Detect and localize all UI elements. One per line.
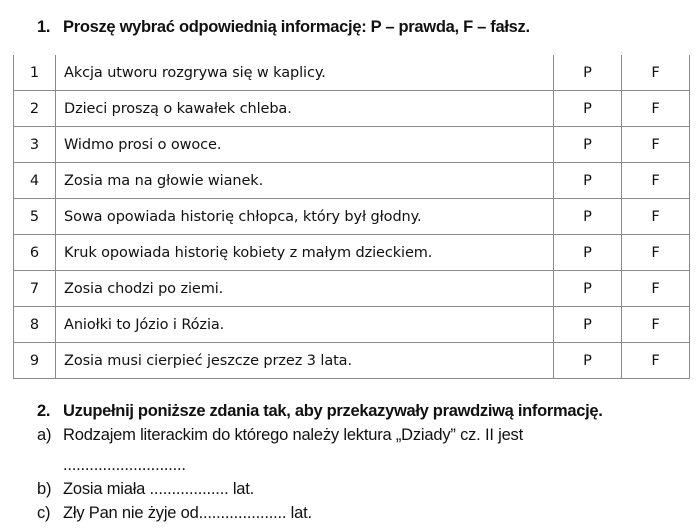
question-2-number: 2. — [37, 402, 51, 420]
table-row — [14, 343, 690, 379]
table-row — [14, 271, 690, 307]
true-option[interactable]: P — [554, 343, 622, 379]
fill-in-item-b — [37, 480, 523, 504]
blank-dots: ............................ — [63, 456, 186, 474]
statement-text: Widmo prosi o owoce. — [56, 127, 554, 163]
table-row — [14, 127, 690, 163]
false-option[interactable]: F — [622, 127, 690, 163]
table-row — [14, 235, 690, 271]
true-false-table — [13, 55, 690, 379]
item-label: c) — [37, 504, 51, 522]
question-2-title: Uzupełnij poniższe zdania tak, aby przekazywały prawdziwą informację. — [63, 402, 603, 420]
question-1-number: 1. — [37, 18, 51, 36]
table-row — [14, 163, 690, 199]
statement-text: Aniołki to Józio i Rózia. — [56, 307, 554, 343]
true-option[interactable]: P — [554, 199, 622, 235]
true-option[interactable]: P — [554, 91, 622, 127]
true-option[interactable]: P — [554, 55, 622, 91]
row-number: 9 — [14, 343, 56, 379]
statement-text: Zosia ma na głowie wianek. — [56, 163, 554, 199]
statement-text: Akcja utworu rozgrywa się w kaplicy. — [56, 55, 554, 91]
false-option[interactable]: F — [622, 271, 690, 307]
true-option[interactable]: P — [554, 127, 622, 163]
table-row — [14, 91, 690, 127]
false-option[interactable]: F — [622, 235, 690, 271]
table-row — [14, 199, 690, 235]
item-text: Zły Pan nie żyje od.................... lat. — [63, 504, 312, 522]
question-2-heading — [37, 402, 603, 421]
statement-text: Dzieci proszą o kawałek chleba. — [56, 91, 554, 127]
statement-text: Zosia chodzi po ziemi. — [56, 271, 554, 307]
table-row — [14, 55, 690, 91]
false-option[interactable]: F — [622, 199, 690, 235]
fill-in-items — [37, 426, 523, 528]
item-label: b) — [37, 480, 52, 498]
fill-in-item-c — [37, 504, 523, 528]
item-text: Zosia miała .................. lat. — [63, 480, 255, 498]
fill-in-item-a — [37, 426, 523, 452]
statement-text: Zosia musi cierpieć jeszcze przez 3 lata. — [56, 343, 554, 379]
true-option[interactable]: P — [554, 235, 622, 271]
statement-text: Sowa opowiada historię chłopca, który był głodny. — [56, 199, 554, 235]
row-number: 3 — [14, 127, 56, 163]
question-1-heading — [37, 18, 530, 37]
row-number: 1 — [14, 55, 56, 91]
row-number: 7 — [14, 271, 56, 307]
table-row — [14, 307, 690, 343]
item-label: a) — [37, 426, 52, 444]
row-number: 5 — [14, 199, 56, 235]
row-number: 6 — [14, 235, 56, 271]
false-option[interactable]: F — [622, 163, 690, 199]
false-option[interactable]: F — [622, 307, 690, 343]
false-option[interactable]: F — [622, 343, 690, 379]
answer-blank-a[interactable] — [37, 452, 523, 480]
true-option[interactable]: P — [554, 271, 622, 307]
row-number: 4 — [14, 163, 56, 199]
row-number: 2 — [14, 91, 56, 127]
item-text: Rodzajem literackim do którego należy lektura „Dziady” cz. II jest — [63, 426, 523, 444]
true-option[interactable]: P — [554, 163, 622, 199]
true-option[interactable]: P — [554, 307, 622, 343]
false-option[interactable]: F — [622, 91, 690, 127]
false-option[interactable]: F — [622, 55, 690, 91]
statement-text: Kruk opowiada historię kobiety z małym dzieckiem. — [56, 235, 554, 271]
question-1-title: Proszę wybrać odpowiednią informację: P – prawda, F – fałsz. — [63, 18, 530, 36]
row-number: 8 — [14, 307, 56, 343]
